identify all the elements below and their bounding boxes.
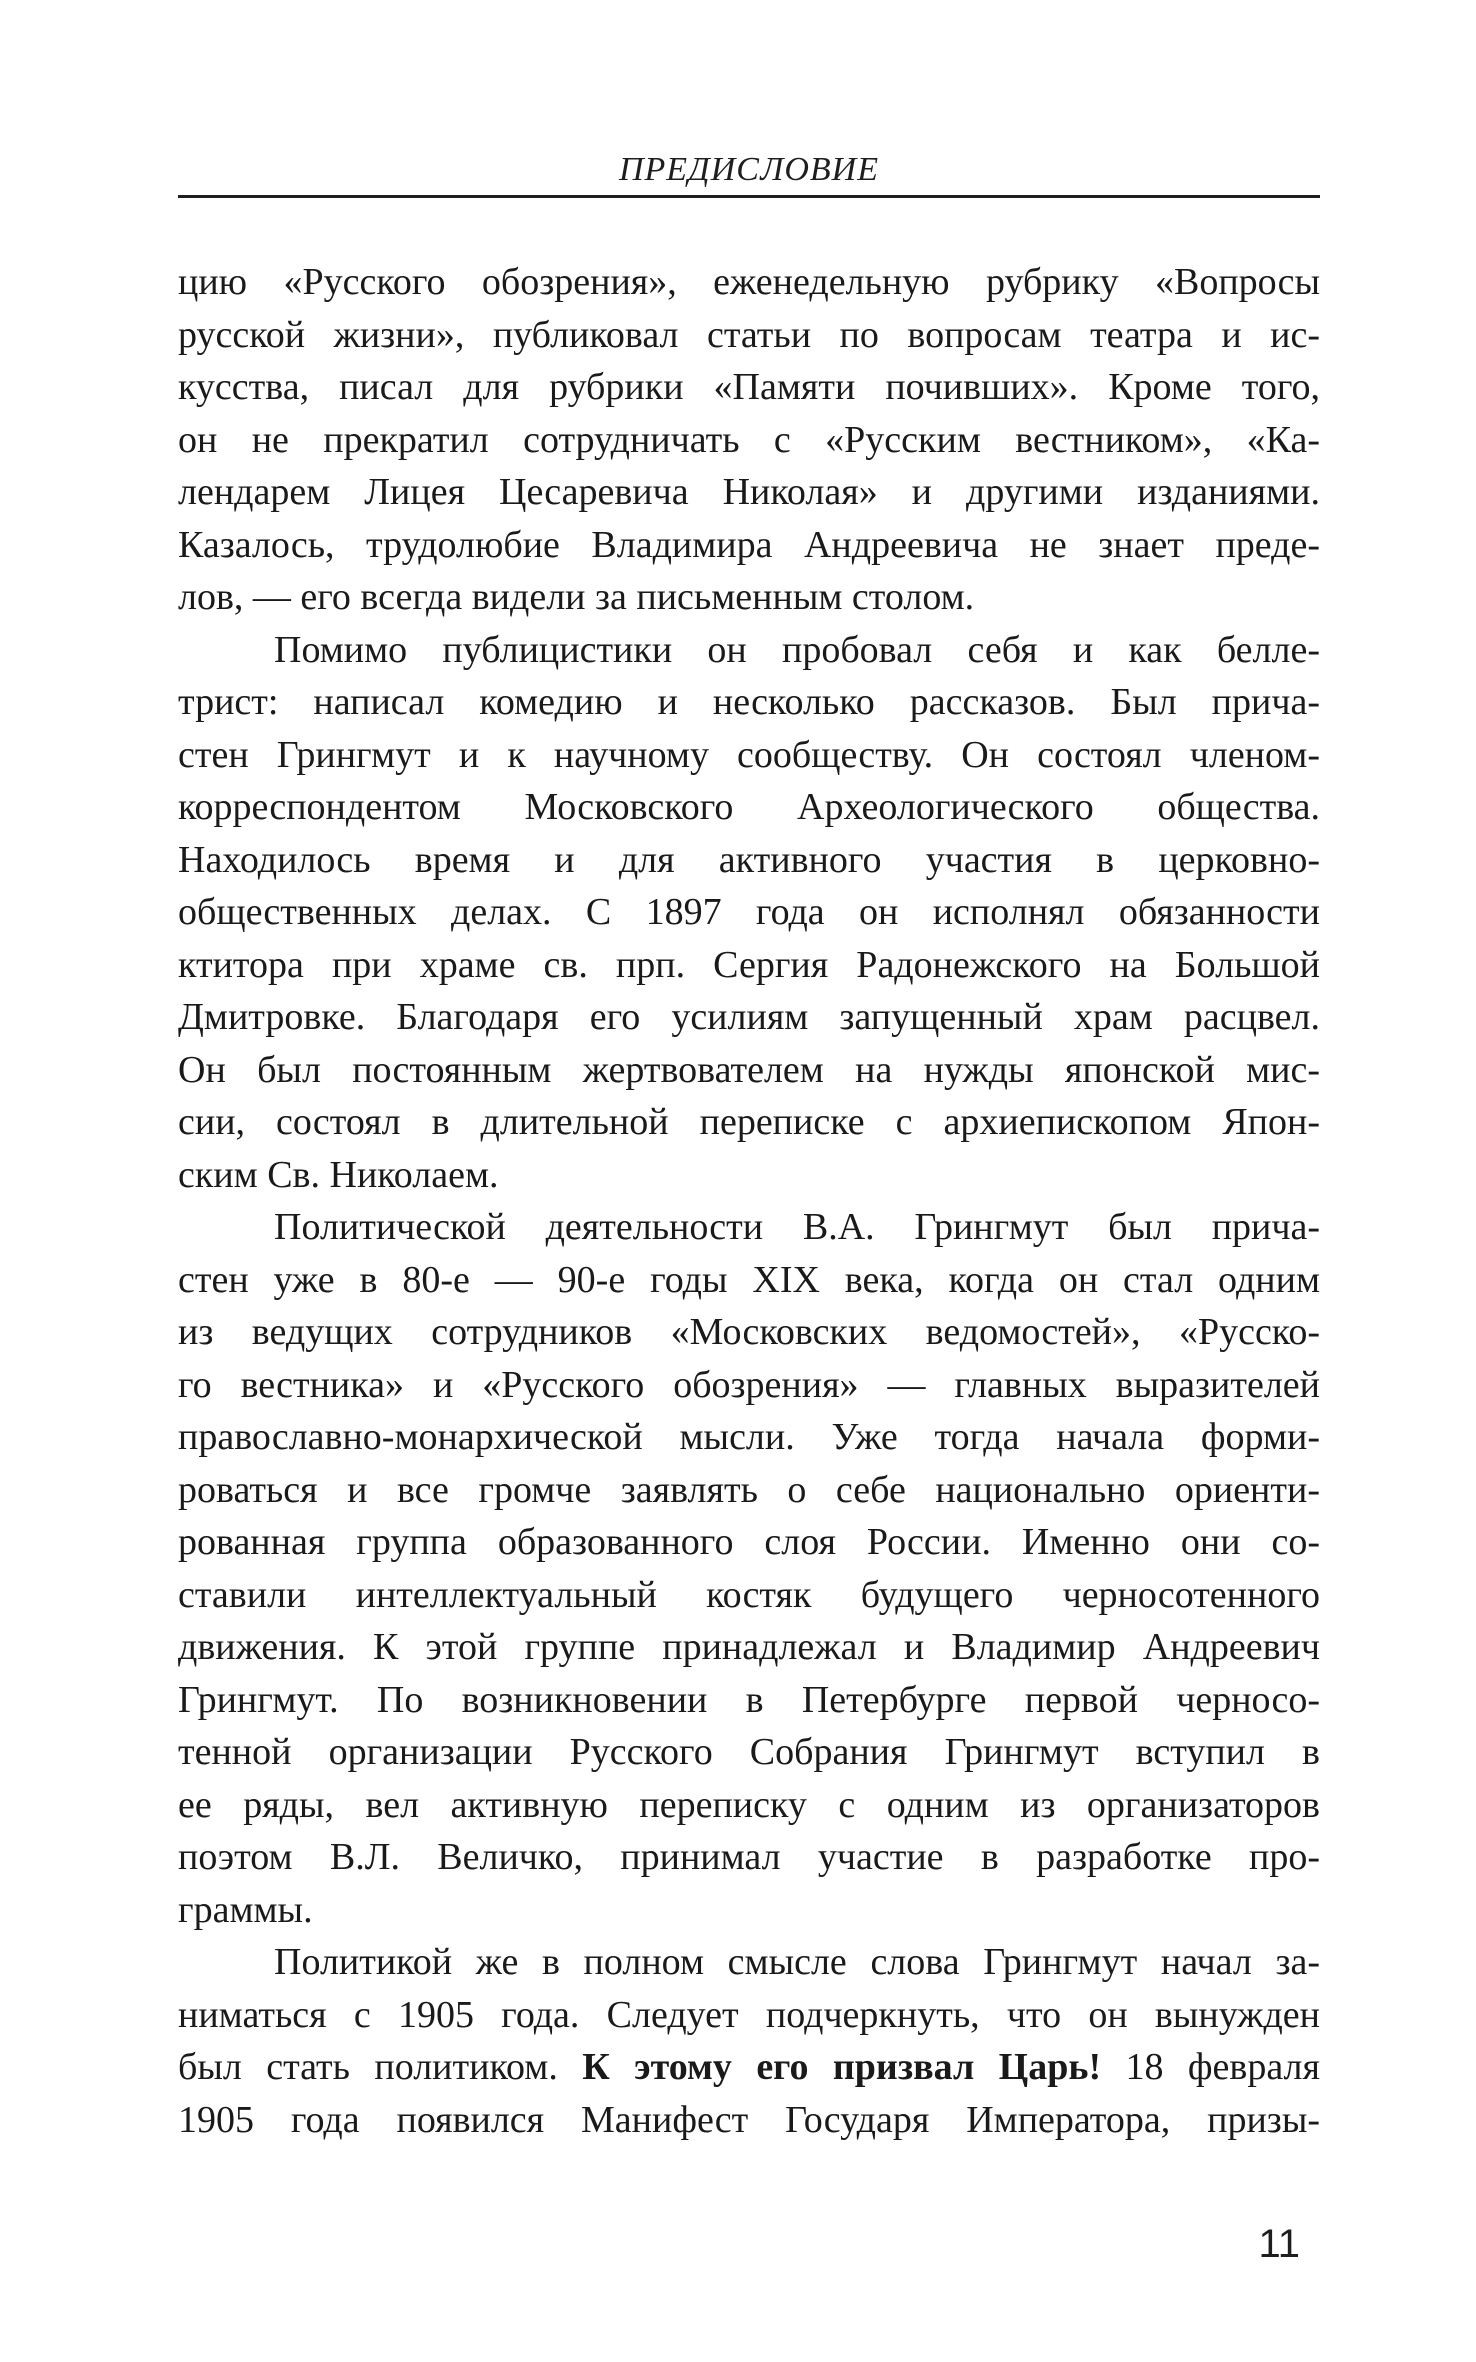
emphasis-before: был стать политиком. xyxy=(178,2046,583,2088)
text-line: ктитора при храме св. прп. Сергия Радонежского на Большой xyxy=(178,943,1320,986)
text-line: стен уже в 80-е — 90-е годы XIX века, когда он стал одним xyxy=(178,1258,1320,1301)
text-line: граммы. xyxy=(178,1888,313,1931)
text-line: ниматься с 1905 года. Следует подчеркнуть, что он вынужден xyxy=(178,1993,1320,2036)
text-line: Грингмут. По возникновении в Петербурге первой черносо- xyxy=(178,1678,1320,1721)
running-header: ПРЕДИСЛОВИЕ xyxy=(618,151,880,188)
text-line: кусства, писал для рубрики «Памяти почивших». Кроме того, xyxy=(178,366,1320,408)
text-line: Политикой же в полном смысле слова Грингмут начал за- xyxy=(274,1941,1320,1983)
text-line: лендарем Лицея Цесаревича Николая» и другими изданиями. xyxy=(178,471,1320,513)
page-number: 11 xyxy=(1258,2222,1300,2266)
text-line: русской жизни», публиковал статьи по вопросам театра и ис- xyxy=(178,313,1320,356)
text-line: рованная группа образованного слоя России. Именно они со- xyxy=(178,1521,1320,1563)
header-rule xyxy=(178,195,1320,198)
text-line: Помимо публицистики он пробовал себя и как белле- xyxy=(274,628,1320,671)
text-line: движения. К этой группе принадлежал и Владимир Андреевич xyxy=(178,1626,1320,1668)
text-line: го вестника» и «Русского обозрения» — главных выразителей xyxy=(178,1363,1320,1406)
text-line: Находилось время и для активного участия в церковно- xyxy=(178,838,1320,881)
emphasis-bold: К этому его призвал Царь! xyxy=(582,2046,1102,2088)
text-line: ставили интеллектуальный костяк будущего черносотенного xyxy=(178,1573,1320,1616)
text-line: тенной организации Русского Собрания Грингмут вступил в xyxy=(178,1731,1320,1773)
text-line: ским Св. Николаем. xyxy=(178,1153,499,1196)
text-line: Политической деятельности В.А. Грингмут был прича- xyxy=(274,1206,1320,1248)
text-line: православно-монархической мысли. Уже тогда начала форми- xyxy=(178,1416,1320,1458)
text-line: поэтом В.Л. Величко, принимал участие в разработке про- xyxy=(178,1836,1320,1878)
text-line: он не прекратил сотрудничать с «Русским вестником», «Ка- xyxy=(178,418,1320,461)
text-line: Он был постоянным жертвователем на нужды японской мис- xyxy=(178,1048,1320,1091)
text-line: 1905 года появился Манифест Государя Императора, призы- xyxy=(178,2098,1320,2141)
body-text xyxy=(178,256,1320,2146)
text-line: стен Грингмут и к научному сообществу. Он состоял членом- xyxy=(178,733,1320,776)
text-line: общественных делах. С 1897 года он исполнял обязанности xyxy=(178,891,1320,933)
text-line: трист: написал комедию и несколько рассказов. Был прича- xyxy=(178,681,1320,723)
text-line: из ведущих сотрудников «Московских ведомостей», «Русско- xyxy=(178,1311,1320,1353)
emphasis-after: 18 февраля xyxy=(1101,2046,1320,2088)
text-line: Дмитровке. Благодаря его усилиям запущенный храм расцвел. xyxy=(178,996,1320,1038)
text-line: сии, состоял в длительной переписке с архиепископом Япон- xyxy=(178,1101,1320,1143)
text-line-emphasis xyxy=(178,2041,1320,2094)
text-line: цию «Русского обозрения», еженедельную рубрику «Вопросы xyxy=(178,261,1320,303)
text-line: Казалось, трудолюбие Владимира Андреевича не знает преде- xyxy=(178,523,1320,566)
text-line: роваться и все громче заявлять о себе национально ориенти- xyxy=(178,1468,1320,1511)
text-line: ее ряды, вел активную переписку с одним из организаторов xyxy=(178,1783,1320,1826)
text-line: корреспондентом Московского Археологического общества. xyxy=(178,786,1320,828)
text-line: лов, — его всегда видели за письменным столом. xyxy=(178,576,975,618)
